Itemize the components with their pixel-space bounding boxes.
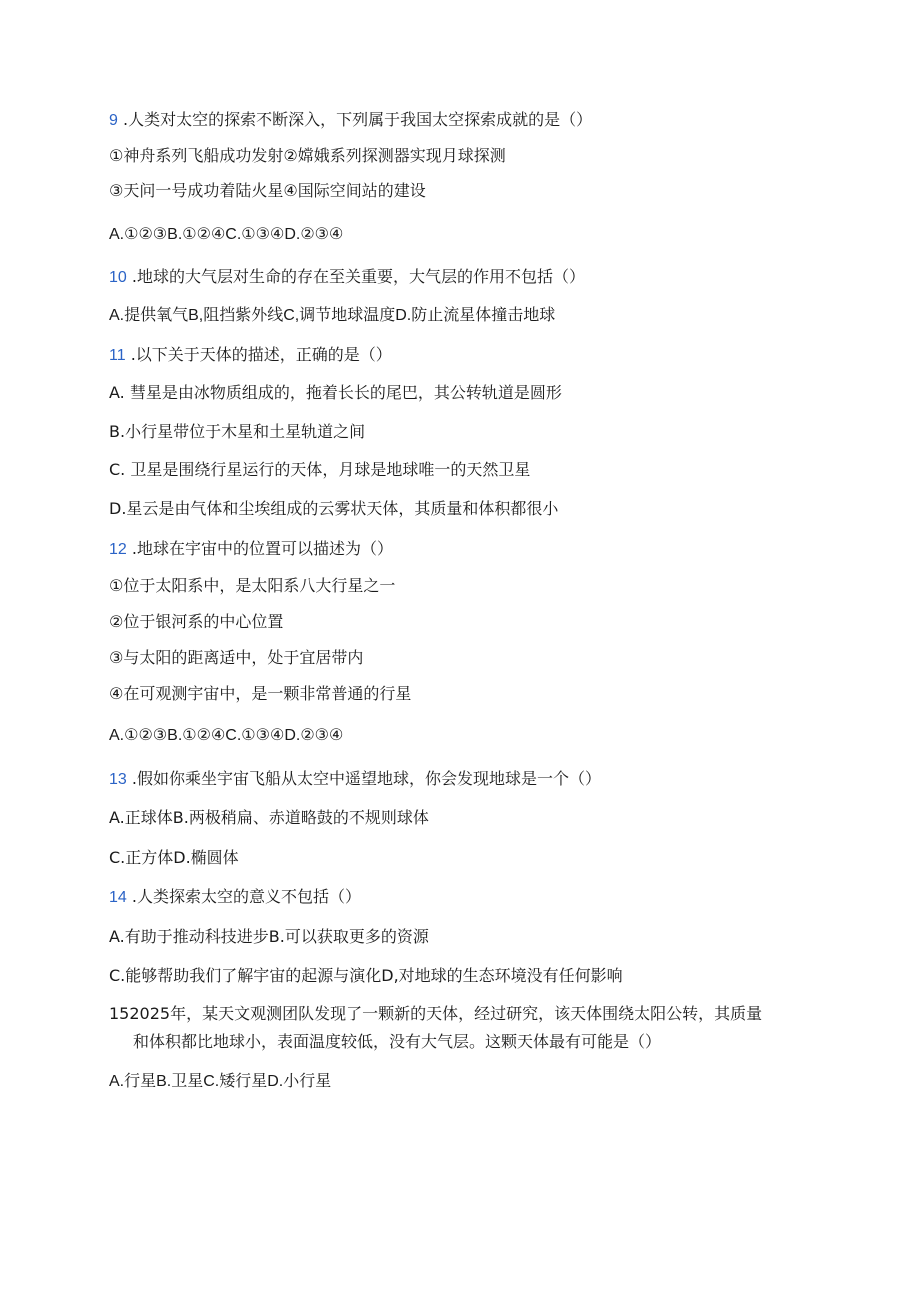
question-number: 11 (109, 347, 126, 364)
statement-line: ①神舟系列飞船成功发射②嫦娥系列探测器实现月球探测 (109, 146, 506, 165)
question-text: .地球的大气层对生命的存在至关重要，大气层的作用不包括（） (131, 267, 585, 286)
statement-line: ③与太阳的距离适中，处于宜居带内 (109, 648, 364, 667)
option-item: A. 彗星是由冰物质组成的，拖着长长的尾巴，其公转轨道是圆形 (109, 383, 562, 402)
option-item: D.星云是由气体和尘埃组成的云雾状天体，其质量和体积都很小 (109, 499, 559, 518)
question-text: .假如你乘坐宇宙飞船从太空中遥望地球，你会发现地球是一个（） (131, 769, 601, 788)
question-14-stem (109, 886, 361, 909)
options-line: A.①②③B.①②④C.①③④D.②③④ (109, 727, 344, 744)
question-number: 14 (109, 889, 127, 906)
option-item: C.正方体D.椭圆体 (109, 848, 239, 867)
question-13-stem (109, 768, 601, 791)
question-10-stem (109, 266, 585, 289)
statement-line: ②位于银河系的中心位置 (109, 612, 284, 631)
option-item: A.有助于推动科技进步B.可以获取更多的资源 (109, 927, 429, 946)
question-15-stem-line1 (109, 1003, 762, 1025)
question-11-stem (109, 344, 392, 367)
question-number: 9 (109, 112, 118, 129)
question-9-stem (109, 109, 592, 132)
option-item: C. 卫星是围绕行星运行的天体，月球是地球唯一的天然卫星 (109, 460, 531, 479)
question-text: .地球在宇宙中的位置可以描述为（） (131, 539, 393, 558)
options-line: A.①②③B.①②④C.①③④D.②③④ (109, 226, 344, 243)
question-number: 12 (109, 541, 127, 558)
question-number: 10 (109, 269, 127, 286)
question-text: 2025年，某天文观测团队发现了一颗新的天体，经过研究，该天体围绕太阳公转，其质量 (129, 1004, 763, 1023)
question-text: .以下关于天体的描述，正确的是（） (130, 345, 392, 364)
statement-line: ③天问一号成功着陆火星④国际空间站的建设 (109, 181, 426, 200)
options-line: A.行星B.卫星C.矮行星D.小行星 (109, 1073, 332, 1090)
question-text: .人类探索太空的意义不包括（） (131, 887, 361, 906)
question-number: 15 (109, 1004, 130, 1023)
statement-line: ④在可观测宇宙中，是一颗非常普通的行星 (109, 684, 412, 703)
option-item: A.正球体B.两极稍扁、赤道略鼓的不规则球体 (109, 808, 429, 827)
question-text: .人类对太空的探索不断深入，下列属于我国太空探索成就的是（） (123, 110, 593, 129)
question-number: 13 (109, 771, 127, 788)
option-item: B.小行星带位于木星和土星轨道之间 (109, 422, 366, 441)
statement-line: ①位于太阳系中，是太阳系八大行星之一 (109, 576, 396, 595)
option-item: C.能够帮助我们了解宇宙的起源与演化D,对地球的生态环境没有任何影响 (109, 966, 623, 985)
options-line: A.提供氧气B,阻挡紫外线C,调节地球温度D.防止流星体撞击地球 (109, 307, 556, 324)
question-12-stem (109, 538, 393, 561)
question-15-stem-line2: 和体积都比地球小，表面温度较低，没有大气层。这颗天体最有可能是（） (133, 1032, 662, 1051)
